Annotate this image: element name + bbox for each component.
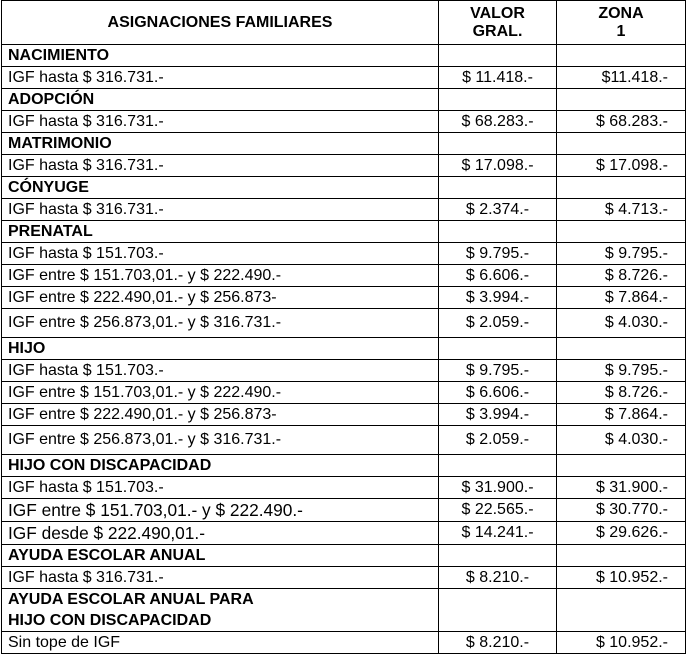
row-label: Sin tope de IGF (2, 632, 439, 654)
valor-gral-cell: $ 6.606.- (439, 265, 557, 287)
section-title: HIJO CON DISCAPACIDAD (2, 455, 439, 477)
row-label: IGF hasta $ 151.703.- (2, 477, 439, 499)
valor-gral-cell: $ 11.418.- (439, 67, 557, 89)
row-label: IGF hasta $ 316.731.- (2, 199, 439, 221)
valor-gral-cell: $ 14.241.- (439, 522, 557, 545)
zona-1-cell: $ 31.900.- (557, 477, 686, 499)
valor-gral-cell: $ 8.210.- (439, 632, 557, 654)
table-row (2, 243, 686, 265)
zona-1-cell: $ 7.864.- (557, 404, 686, 426)
valor-gral-cell: $ 22.565.- (439, 499, 557, 522)
section-title: ADOPCIÓN (2, 89, 439, 111)
zona-1-cell: $ 10.952.- (557, 632, 686, 654)
section-row-hijo-con-discapacidad (2, 455, 686, 477)
valor-gral-cell: $ 8.210.- (439, 567, 557, 589)
zona-1-cell: $ 4.713.- (557, 199, 686, 221)
zona-1-cell: $ 17.098.- (557, 155, 686, 177)
table-row (2, 155, 686, 177)
zona-1-cell: $ 9.795.- (557, 243, 686, 265)
row-label: IGF hasta $ 316.731.- (2, 155, 439, 177)
valor-gral-cell: $ 9.795.- (439, 243, 557, 265)
header-zona-1 (557, 1, 686, 45)
table-row (2, 309, 686, 338)
valor-gral-cell: $ 9.795.- (439, 360, 557, 382)
section-title: MATRIMONIO (2, 133, 439, 155)
row-label: IGF entre $ 222.490,01.- y $ 256.873- (2, 287, 439, 309)
table-row (2, 522, 686, 545)
header-valor-line2: GRAL. (472, 22, 523, 40)
row-label: IGF hasta $ 316.731.- (2, 567, 439, 589)
zona-1-cell: $ 30.770.- (557, 499, 686, 522)
table-row (2, 287, 686, 309)
zona-1-cell: $ 4.030.- (557, 309, 686, 338)
section-row-conyuge (2, 177, 686, 199)
row-label: IGF hasta $ 316.731.- (2, 111, 439, 133)
section-row-adopcion (2, 89, 686, 111)
zona-1-cell: $ 4.030.- (557, 426, 686, 455)
table-row (2, 499, 686, 522)
table-row (2, 111, 686, 133)
section-title: HIJO (2, 338, 439, 360)
valor-gral-cell: $ 31.900.- (439, 477, 557, 499)
valor-gral-cell: $ 6.606.- (439, 382, 557, 404)
row-label: IGF entre $ 151.703,01.- y $ 222.490.- (2, 265, 439, 287)
row-label: IGF entre $ 151.703,01.- y $ 222.490.- (2, 382, 439, 404)
section-row-ayuda-escolar-discapacidad (2, 589, 686, 632)
table-row (2, 360, 686, 382)
header-valor-line1: VALOR (470, 4, 525, 22)
row-label: IGF hasta $ 151.703.- (2, 360, 439, 382)
row-label: IGF hasta $ 316.731.- (2, 67, 439, 89)
row-label: IGF desde $ 222.490,01.- (2, 522, 439, 545)
valor-gral-cell: $ 3.994.- (439, 287, 557, 309)
row-label: IGF hasta $ 151.703.- (2, 243, 439, 265)
table-row (2, 426, 686, 455)
valor-gral-cell: $ 2.059.- (439, 426, 557, 455)
valor-gral-cell: $ 68.283.- (439, 111, 557, 133)
zona-1-cell: $ 7.864.- (557, 287, 686, 309)
section-row-prenatal (2, 221, 686, 243)
section-title-line2: HIJO CON DISCAPACIDAD (8, 612, 212, 629)
section-title: AYUDA ESCOLAR ANUAL (2, 545, 439, 567)
valor-gral-cell: $ 17.098.- (439, 155, 557, 177)
table-row (2, 632, 686, 654)
section-title-line1: AYUDA ESCOLAR ANUAL PARA (8, 591, 254, 608)
row-label: IGF entre $ 256.873,01.- y $ 316.731.- (2, 426, 439, 455)
section-row-ayuda-escolar-anual (2, 545, 686, 567)
header-zona-line2: 1 (616, 22, 626, 40)
header-asignaciones (2, 1, 439, 45)
zona-1-cell: $ 10.952.- (557, 567, 686, 589)
section-title (2, 589, 439, 632)
zona-1-cell: $ 8.726.- (557, 265, 686, 287)
section-row-hijo (2, 338, 686, 360)
section-title: NACIMIENTO (2, 45, 439, 67)
zona-1-cell: $ 9.795.- (557, 360, 686, 382)
section-title: CÓNYUGE (2, 177, 439, 199)
row-label: IGF entre $ 151.703,01.- y $ 222.490.- (2, 499, 439, 522)
table-row (2, 265, 686, 287)
table-row (2, 382, 686, 404)
section-row-nacimiento (2, 45, 686, 67)
zona-1-cell: $ 29.626.- (557, 522, 686, 545)
zona-1-cell: $ 8.726.- (557, 382, 686, 404)
header-asignaciones-text: ASIGNACIONES FAMILIARES (107, 13, 333, 31)
section-row-matrimonio (2, 133, 686, 155)
valor-gral-cell: $ 2.059.- (439, 309, 557, 338)
header-valor-gral (439, 1, 557, 45)
zona-1-cell: $ 68.283.- (557, 111, 686, 133)
table-row (2, 477, 686, 499)
table-row (2, 199, 686, 221)
asignaciones-table (1, 0, 686, 654)
row-label: IGF entre $ 222.490,01.- y $ 256.873- (2, 404, 439, 426)
valor-gral-cell: $ 3.994.- (439, 404, 557, 426)
row-label: IGF entre $ 256.873,01.- y $ 316.731.- (2, 309, 439, 338)
table-row (2, 567, 686, 589)
zona-1-cell: $11.418.- (557, 67, 686, 89)
table-row (2, 67, 686, 89)
header-row (2, 1, 686, 45)
table-row (2, 404, 686, 426)
section-title: PRENATAL (2, 221, 439, 243)
valor-gral-cell: $ 2.374.- (439, 199, 557, 221)
header-zona-line1: ZONA (598, 4, 644, 22)
